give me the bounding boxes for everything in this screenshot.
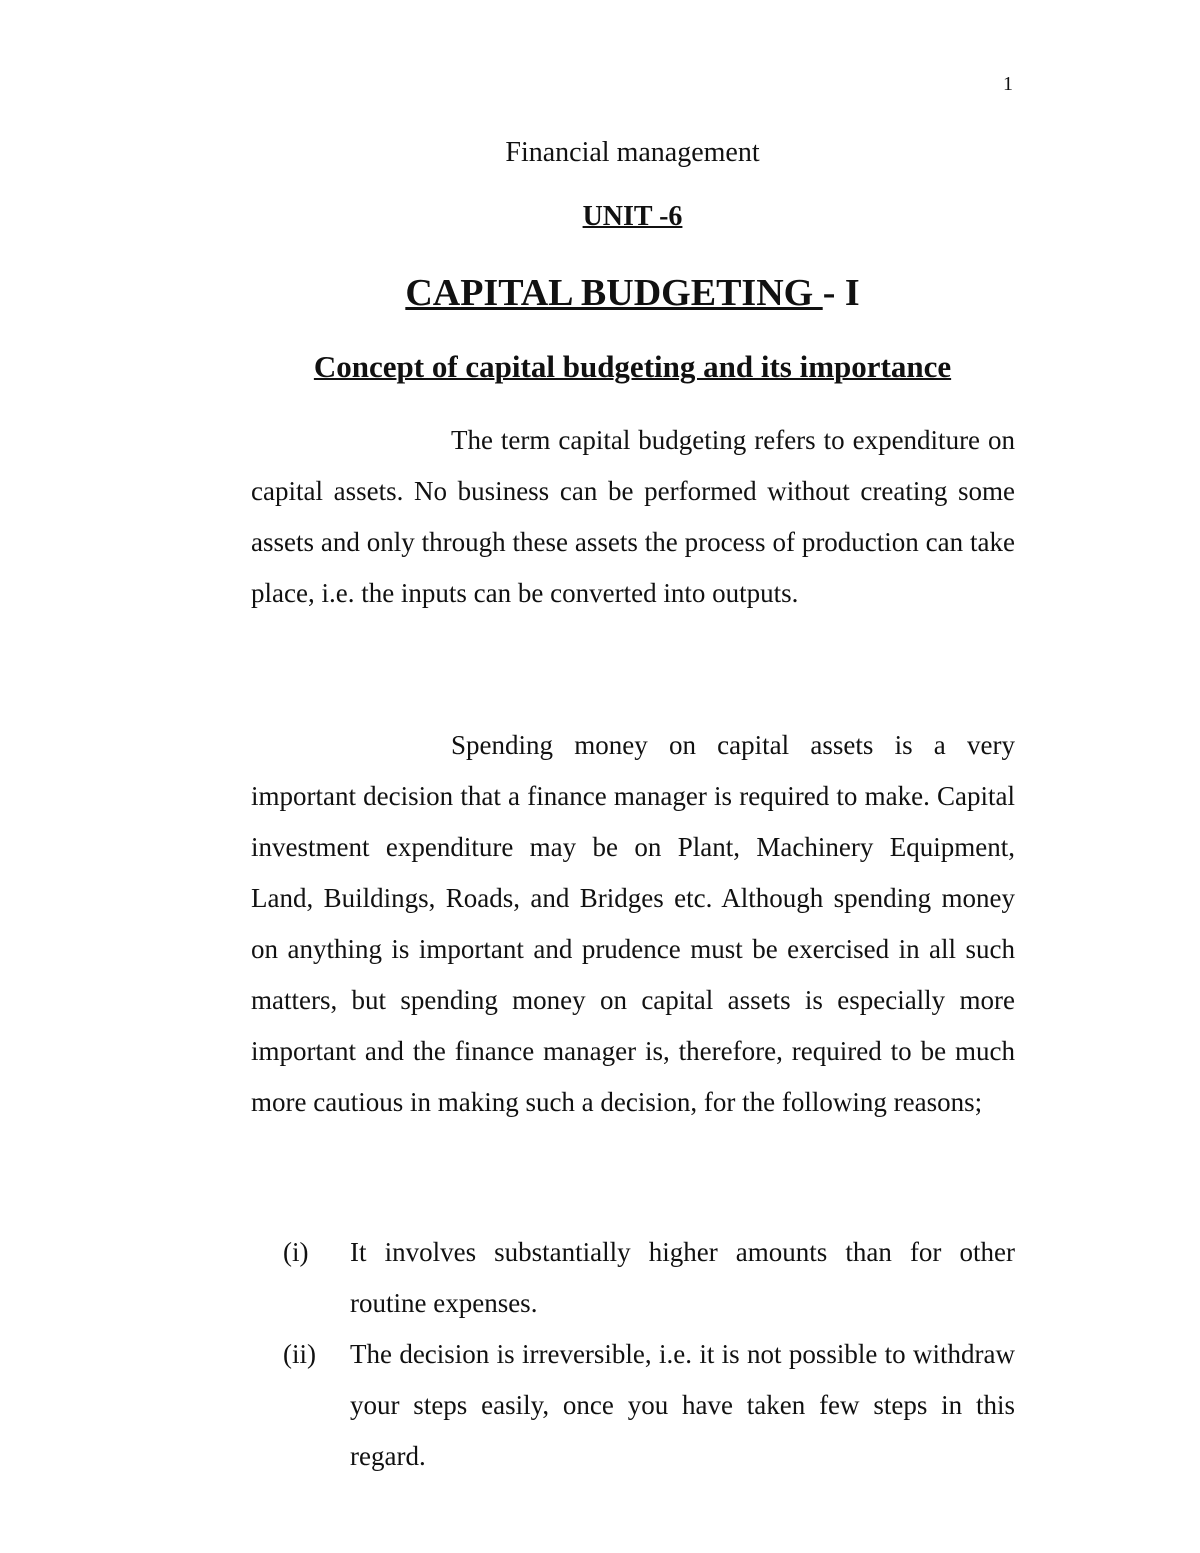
page-title-main: CAPITAL BUDGETING [405, 272, 823, 314]
paragraph-capital-budgeting-definition: The term capital budgeting refers to expenditure on capital assets. No business can be performed without creating some assets and only through these assets the process of production can take place, i.e. the inputs can be converted into outputs. [251, 425, 1015, 608]
reason-list-marker: (ii) [283, 1339, 316, 1369]
reason-list-text: It involves substantially higher amounts than for other routine expenses. [350, 1237, 1015, 1318]
paragraph-capital-spending-importance: Spending money on capital assets is a very important decision that a finance manager is required to make. Capital investment expenditure may be on Plant, Machinery Equipment, Land, Buildings, Roads, and Bridges etc. Although spending money on anything is important and prudence must be exercised in all such matters, but spending money on capital assets is especially more important and the finance manager is, therefore, required to be much more cautious in making such a decision, for the following reasons; [251, 730, 1015, 1117]
document-subject: Financial management [505, 137, 760, 168]
reason-list-marker: (i) [283, 1237, 309, 1267]
page-title [0, 270, 1200, 316]
unit-label-text: UNIT -6 [582, 201, 683, 232]
page-title-suffix: - I [822, 272, 860, 314]
reason-list-text: The decision is irreversible, i.e. it is not possible to withdraw your steps easily, once you have taken few steps in this regard. [350, 1339, 1015, 1471]
unit-label [0, 200, 1200, 234]
page-number: 1 [1003, 73, 1013, 95]
section-heading: Concept of capital budgeting and its importance [313, 349, 952, 384]
